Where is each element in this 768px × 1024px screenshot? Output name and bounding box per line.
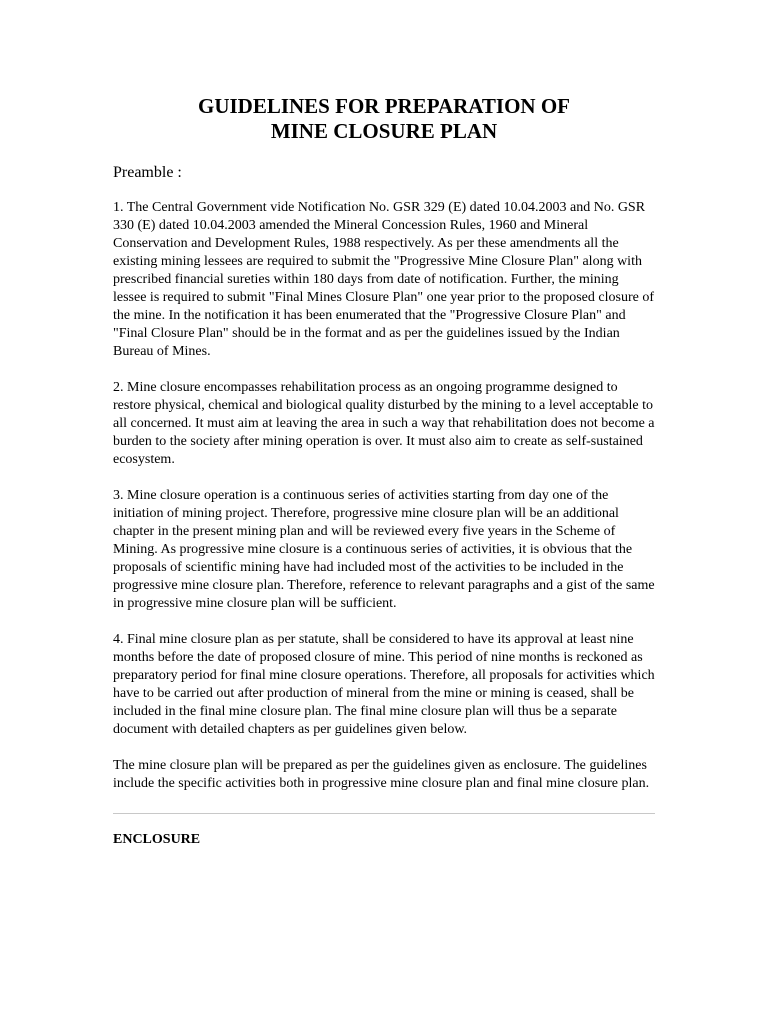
enclosure-heading: ENCLOSURE (113, 832, 201, 847)
title-line-2: MINE CLOSURE PLAN (270, 119, 498, 143)
paragraph-3: 3. Mine closure operation is a continuous series of activities starting from day one of the initiation of mining project. Therefore, progressive mine closure plan will be an additional chapter in the present mining plan and will be reviewed every five years in the Scheme of Mining. As progressive mine closure is a continuous series of activities, it is obvious that the proposals of scientific mining have had included most of the activities to be included in the progressive mine closure plan. Therefore, reference to relevant paragraphs and a gist of the same in progressive mine closure plan will be sufficient. (113, 488, 655, 611)
paragraph-2: 2. Mine closure encompasses rehabilitation process as an ongoing programme designed to restore physical, chemical and biological quality disturbed by the mining to a level acceptable to all concerned. It must aim at leaving the area in such a way that rehabilitation does not become a burden to the society after mining operation is over. It must also aim to create as self-sustained ecosystem. (113, 380, 655, 467)
closing-paragraph: The mine closure plan will be prepared as per the guidelines given as enclosure. The guidelines include the specific activities both in progressive mine closure plan and final mine closure plan. (113, 758, 650, 791)
preamble-label: Preamble : (113, 164, 182, 181)
paragraph-4: 4. Final mine closure plan as per statute, shall be considered to have its approval at least nine months before the date of proposed closure of mine. This period of nine months is reckoned as preparatory period for final mine closure operations. Therefore, all proposals for activities which have to be carried out after production of mineral from the mine or mining is ceased, shall be included in the final mine closure plan. The final mine closure plan will thus be a separate document with detailed chapters as per guidelines given below. (113, 632, 655, 737)
document-title (113, 94, 655, 144)
paragraph-1: 1. The Central Government vide Notification No. GSR 329 (E) dated 10.04.2003 and No. GSR 330 (E) dated 10.04.2003 amended the Mineral Concession Rules, 1960 and Mineral Conservation and Development Rules, 1988 respectively. As per these amendments all the existing mining lessees are required to submit the "Progressive Mine Closure Plan" along with prescribed financial sureties within 180 days from date of notification. Further, the mining lessee is required to submit "Final Mines Closure Plan" one year prior to the proposed closure of the mine. In the notification it has been enumerated that the "Progressive Closure Plan" and "Final Closure Plan" should be in the format and as per the guidelines issued by the Indian Bureau of Mines. (113, 200, 654, 359)
title-line-1: GUIDELINES FOR PREPARATION OF (197, 94, 570, 118)
horizontal-divider (113, 813, 655, 814)
